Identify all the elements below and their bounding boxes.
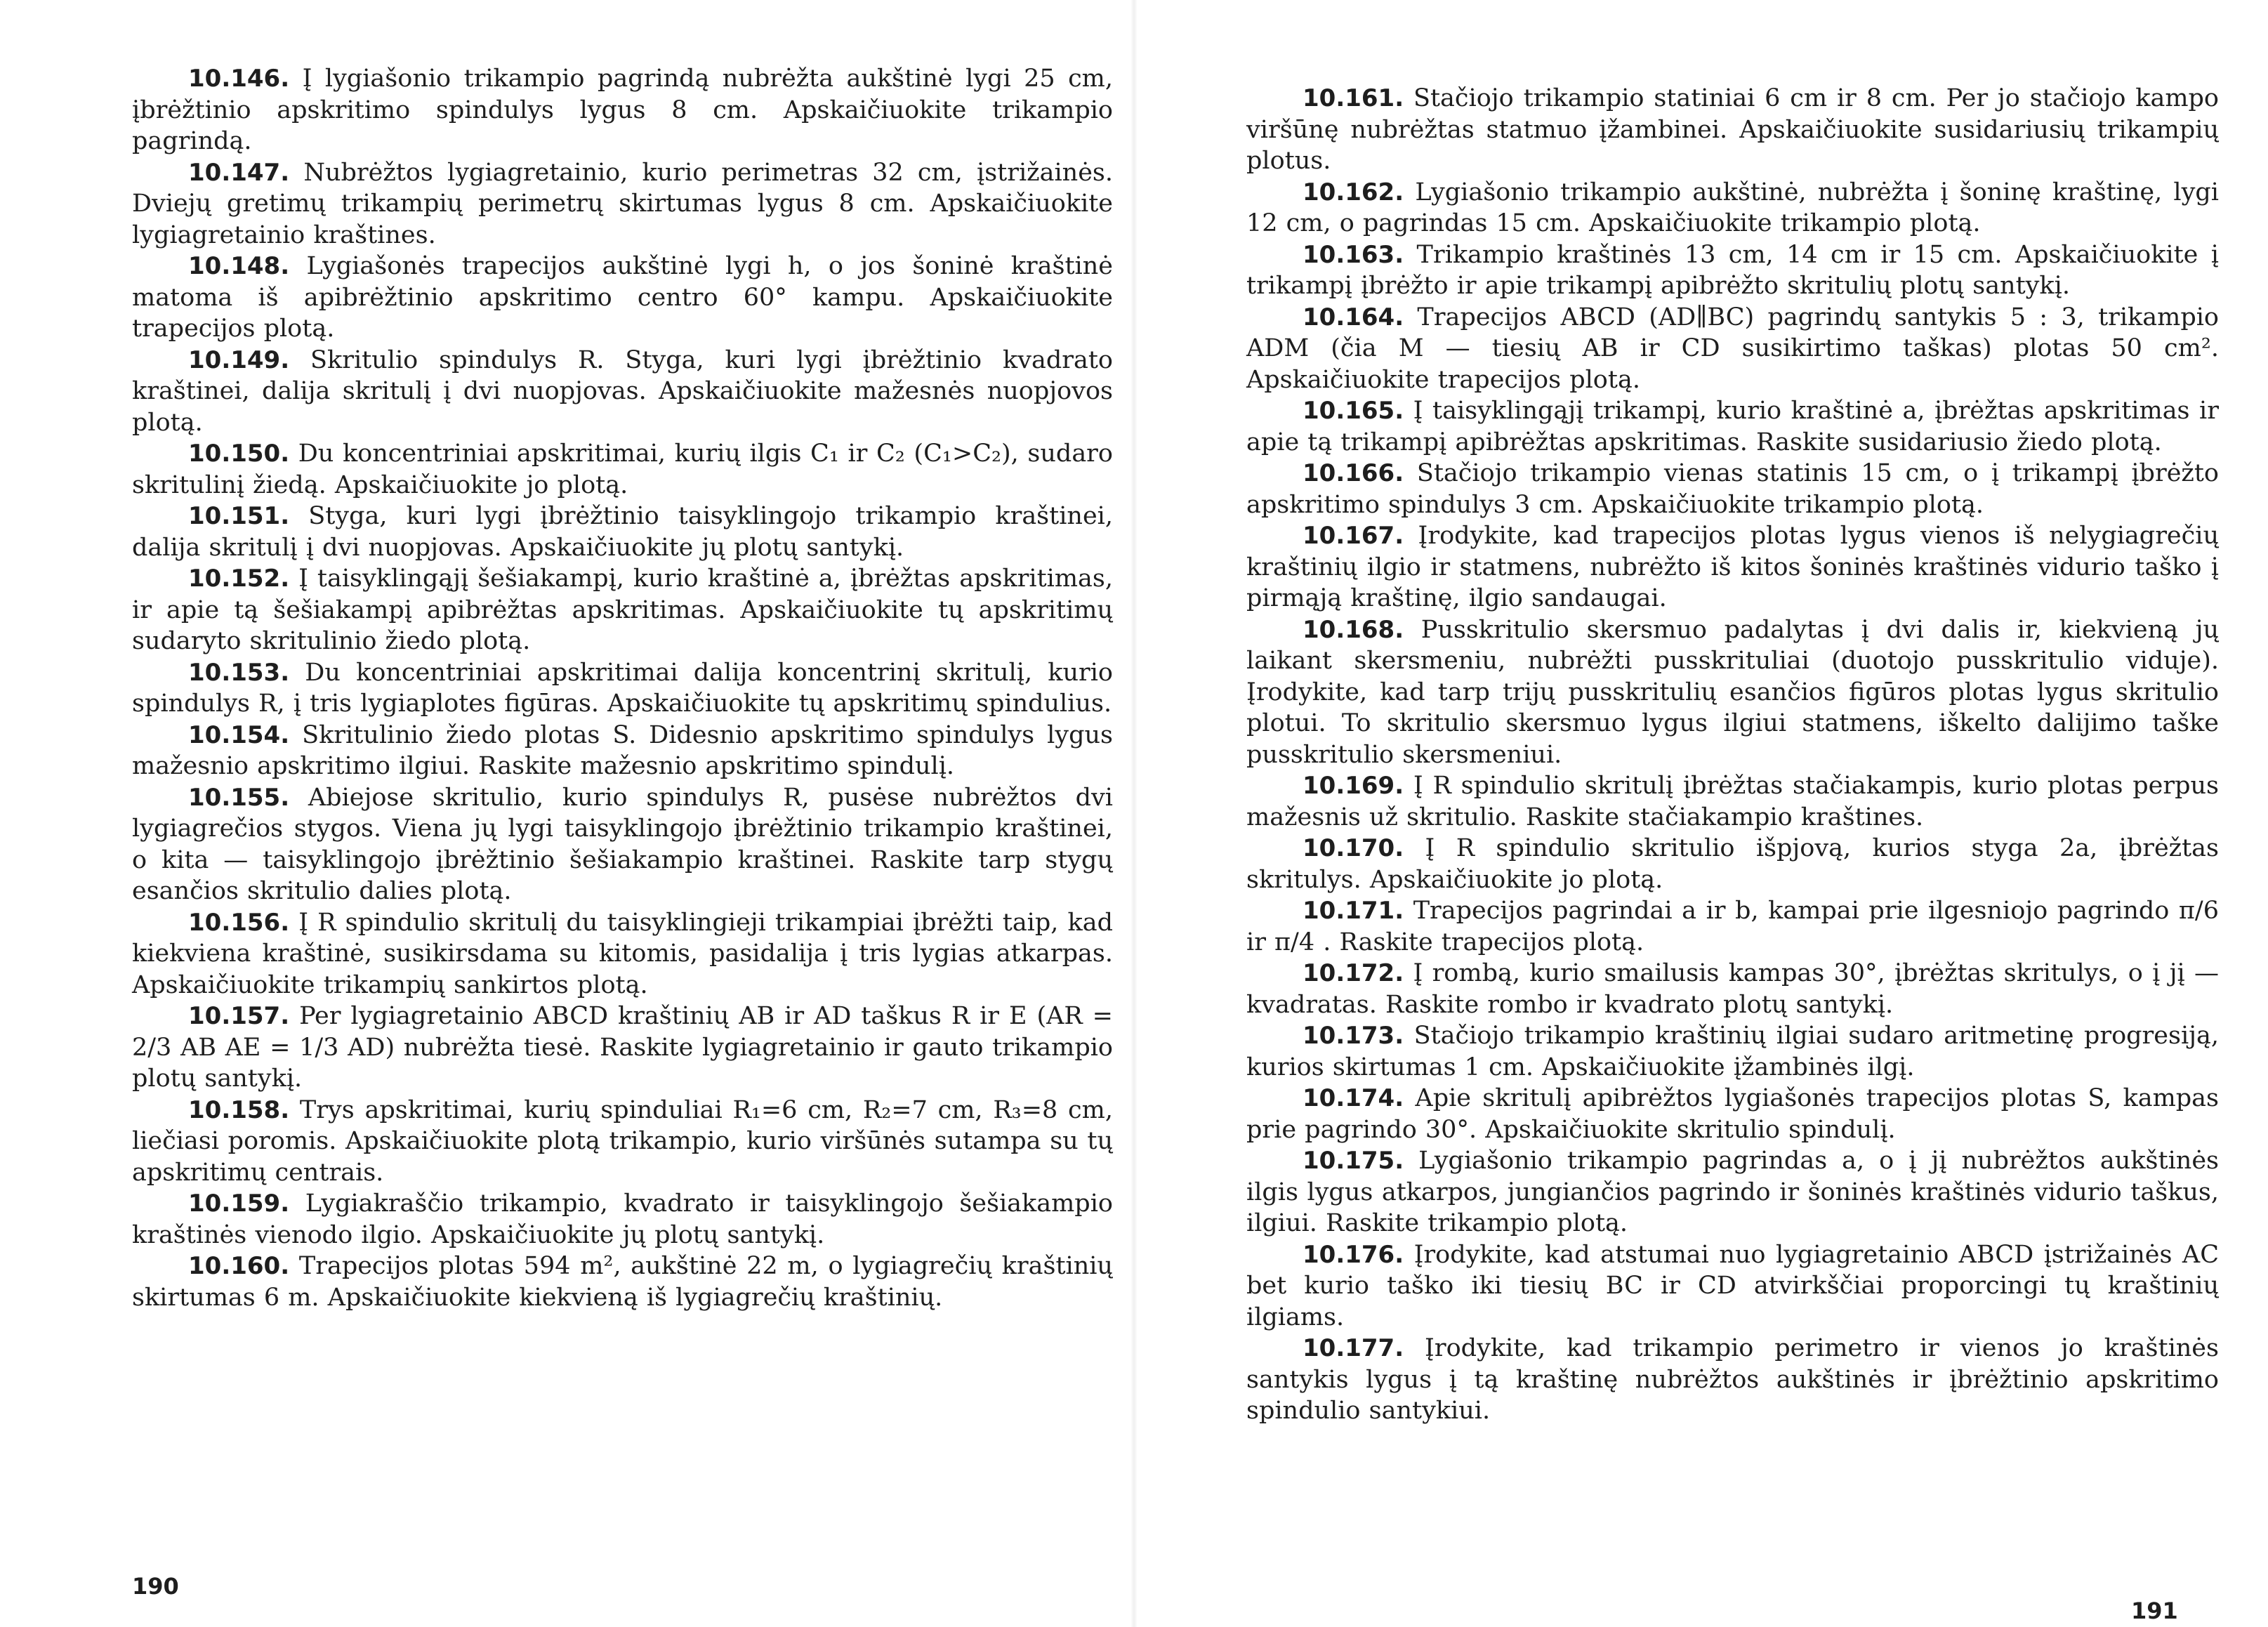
problem-text: Įrodykite, kad trapecijos plotas lygus vienos iš nelygiagrečių kraštinių ilgio ir statmens, nubrėžto iš kitos šoninės kraštinės vidurio taško į pirmąją kraštinę, ilgio sandaugai. [1246,522,2219,612]
problem-number: 10.152. [188,565,290,593]
problem-10-172 [1246,958,2219,1020]
problem-text: Į R spindulio skritulį du taisyklingieji trikampiai įbrėžti taip, kad kiekviena kraštinė, susikirsdama su kitomis, pasidalija į tris lygias atkarpas. Apskaičiuokite trikampių sankirtos plotą. [132,908,1113,999]
problem-number: 10.172. [1303,959,1404,987]
problem-text: Stačiojo trikampio kraštinių ilgiai sudaro aritmetinę progresiją, kurios skirtumas 1 cm. Apskaičiuokite įžambinės ilgį. [1246,1022,2219,1081]
problem-10-150 [132,438,1113,501]
problem-10-169 [1246,770,2219,833]
problem-10-176 [1246,1239,2219,1333]
problem-number: 10.151. [188,502,290,530]
problem-text: Skritulinio žiedo plotas S. Didesnio apskritimo spindulys lygus mažesnio apskritimo ilgiui. Raskite mažesnio apskritimo spindulį. [132,720,1113,780]
problem-text: Pusskritulio skersmuo padalytas į dvi dalis ir, kiekvieną jų laikant skersmeniu, nubrėžti pusskrituliai (duotojo pusskritulio viduje). Įrodykite, kad tarp trijų pusskritulių esančios figūros plotas lygus skritulio plotui. To skritulio skersmuo lygus ilgiui statmens, iškelto dalijimo taške pusskritulio skersmeniui. [1246,615,2219,769]
problem-10-149 [132,345,1113,439]
problem-number: 10.163. [1303,240,1404,269]
problem-number: 10.169. [1303,772,1404,800]
problem-number: 10.162. [1303,178,1404,206]
problem-10-153 [132,657,1113,720]
problem-number: 10.164. [1303,303,1404,331]
problem-text: Į R spindulio skritulio išpjovą, kurios styga 2a, įbrėžtas skritulys. Apskaičiuokite jo plotą. [1246,834,2219,894]
problem-10-161 [1246,83,2219,177]
problem-text: Įrodykite, kad atstumai nuo lygiagretainio ABCD įstrižainės AC bet kurio taško iki tiesių BC ir CD atvirkščiai proporcingi tų kraštinių ilgiams. [1246,1240,2219,1331]
problem-text: Apie skritulį apibrėžtos lygiašonės trapecijos plotas S, kampas prie pagrindo 30°. Apskaičiuokite skritulio spindulį. [1246,1084,2219,1144]
problem-text: Trys apskritimai, kurių spinduliai R₁=6 cm, R₂=7 cm, R₃=8 cm, liečiasi poromis. Apskaičiuokite plotą trikampio, kurio viršūnės sutampa su tų apskritimų centrais. [132,1095,1113,1187]
problem-10-164 [1246,302,2219,396]
problem-10-148 [132,251,1113,345]
problem-text: Per lygiagretainio ABCD kraštinių AB ir AD taškus R ir E (AR = 2/3 AB AE = 1/3 AD) nubrėžta tiesė. Raskite lygiagretainio ir gauto trikampio plotų santykį. [132,1002,1113,1093]
problem-text: Įrodykite, kad trikampio perimetro ir vienos jo kraštinės santykis lygus į tą kraštinę nubrėžtos aukštinės ir įbrėžtinio apskritimo spindulio santykiui. [1246,1334,2219,1425]
problem-text: Į taisyklingąjį šešiakampį, kurio kraštinė a, įbrėžtas apskritimas, ir apie tą šešiakampį apibrėžtas apskritimas. Apskaičiuokite tų apskritimų sudaryto skritulinio žiedo plotą. [132,565,1113,655]
problem-list [132,63,1113,1313]
problem-text: Stačiojo trikampio vienas statinis 15 cm, o į trikampį įbrėžto apskritimo spindulys 3 cm. Apskaičiuokite trikampio plotą. [1246,459,2219,519]
problem-text: Du koncentriniai apskritimai dalija koncentrinį skritulį, kurio spindulys R, į tris lygiaplotes figūras. Apskaičiuokite tų apskritimų spindulius. [132,658,1113,718]
problem-text: Styga, kuri lygi įbrėžtinio taisyklingojo trikampio kraštinei, dalija skritulį į dvi nuopjovas. Apskaičiuokite jų plotų santykį. [132,502,1113,562]
problem-number: 10.171. [1303,897,1404,925]
problem-number: 10.155. [188,783,290,812]
problem-number: 10.157. [188,1002,290,1030]
problem-10-147 [132,157,1113,251]
problem-text: Lygiašonio trikampio aukštinė, nubrėžta į šoninę kraštinę, lygi 12 cm, o pagrindas 15 cm. Apskaičiuokite trikampio plotą. [1246,178,2219,237]
problem-number: 10.159. [188,1190,290,1218]
problem-10-175 [1246,1145,2219,1239]
problem-10-174 [1246,1083,2219,1145]
problem-number: 10.166. [1303,459,1404,487]
problem-text: Abiejose skritulio, kurio spindulys R, pusėse nubrėžtos dvi lygiagrečios stygos. Viena jų lygi taisyklingojo įbrėžtinio trikampio kraštinei, o kita — taisyklingojo įbrėžtinio šešiakampio kraštinei. Raskite tarp stygų esančios skritulio dalies plotą. [132,783,1113,905]
problem-number: 10.174. [1303,1084,1404,1112]
problem-number: 10.153. [188,658,290,687]
problem-10-171 [1246,895,2219,958]
problem-10-177 [1246,1333,2219,1427]
problem-number: 10.148. [188,252,290,280]
problem-10-163 [1246,239,2219,302]
problem-text: Trapecijos pagrindai a ir b, kampai prie ilgesniojo pagrindo π/6 ir π/4 . Raskite trapecijos plotą. [1246,897,2219,956]
problem-10-160 [132,1251,1113,1313]
problem-text: Į lygiašonio trikampio pagrindą nubrėžta aukštinė lygi 25 cm, įbrėžtinio apskritimo spindulys lygus 8 cm. Apskaičiuokite trikampio pagrindą. [132,65,1113,155]
problem-number: 10.149. [188,345,290,374]
problem-number: 10.156. [188,908,290,937]
problem-text: Į rombą, kurio smailusis kampas 30°, įbrėžtas skritulys, o į jį — kvadratas. Raskite rombo ir kvadrato plotų santykį. [1246,959,2219,1019]
problem-text: Skritulio spindulys R. Styga, kuri lygi įbrėžtinio kvadrato kraštinei, dalija skritulį į dvi nuopjovas. Apskaičiuokite mažesnės nuopjovos plotą. [132,345,1113,437]
problem-number: 10.150. [188,440,290,468]
problem-10-152 [132,563,1113,657]
problem-number: 10.173. [1303,1022,1404,1050]
problem-10-159 [132,1188,1113,1251]
problem-10-166 [1246,458,2219,520]
problem-text: Lygiakraščio trikampio, kvadrato ir taisyklingojo šešiakampio kraštinės vienodo ilgio. Apskaičiuokite jų plotų santykį. [132,1190,1113,1249]
problem-number: 10.176. [1303,1240,1404,1269]
problem-10-162 [1246,177,2219,239]
problem-text: Trapecijos plotas 594 m², aukštinė 22 m, o lygiagrečių kraštinių skirtumas 6 m. Apskaičiuokite kiekvieną iš lygiagrečių kraštinių. [132,1252,1113,1312]
problem-text: Trapecijos ABCD (AD∥BC) pagrindų santykis 5 : 3, trikampio ADM (čia M — tiesių AB ir CD susikirtimo taškas) plotas 50 cm². Apskaičiuokite trapecijos plotą. [1246,303,2219,394]
problem-number: 10.160. [188,1252,290,1280]
problem-number: 10.154. [188,720,290,749]
problem-10-170 [1246,833,2219,895]
problem-10-158 [132,1095,1113,1189]
problem-number: 10.175. [1303,1147,1404,1175]
problem-number: 10.167. [1303,522,1404,550]
problem-number: 10.165. [1303,397,1404,425]
problem-10-168 [1246,614,2219,771]
problem-number: 10.168. [1303,615,1404,644]
problem-text: Lygiašonės trapecijos aukštinė lygi h, o jos šoninė kraštinė matoma iš apibrėžtinio apskritimo centro 60° kampu. Apskaičiuokite trapecijos plotą. [132,252,1113,343]
problem-10-155 [132,782,1113,907]
problem-number: 10.177. [1303,1334,1404,1362]
problem-text: Į taisyklingąjį trikampį, kurio kraštinė a, įbrėžtas apskritimas ir apie tą trikampį apibrėžtas apskritimas. Raskite susidariusio žiedo plotą. [1246,397,2219,456]
problem-number: 10.170. [1303,834,1404,862]
problem-text: Lygiašonio trikampio pagrindas a, o į jį nubrėžtos aukštinės ilgis lygus atkarpos, jungiančios pagrindo ir šoninės kraštinės vidurio taškus, ilgiui. Raskite trikampio plotą. [1246,1147,2219,1237]
problem-10-157 [132,1001,1113,1095]
problem-10-173 [1246,1020,2219,1083]
problem-10-154 [132,720,1113,782]
problem-number: 10.161. [1303,84,1404,112]
problem-number: 10.146. [188,65,290,93]
problem-text: Stačiojo trikampio statiniai 6 cm ir 8 cm. Per jo stačiojo kampo viršūnę nubrėžtas statmuo įžambinei. Apskaičiuokite susidariusių trikampių plotus. [1246,84,2219,175]
problem-text: Nubrėžtos lygiagretainio, kurio perimetras 32 cm, įstrižainės. Dviejų gretimų trikampių perimetrų skirtumas lygus 8 cm. Apskaičiuokite lygiagretainio kraštines. [132,158,1113,249]
problem-number: 10.158. [188,1095,290,1124]
problem-number: 10.147. [188,158,290,187]
problem-10-151 [132,501,1113,563]
problem-text: Į R spindulio skritulį įbrėžtas stačiakampis, kurio plotas perpus mažesnis už skritulio. Raskite stačiakampio kraštines. [1246,772,2219,831]
problem-text: Trikampio kraštinės 13 cm, 14 cm ir 15 cm. Apskaičiuokite į trikampį įbrėžto ir apie trikampį apibrėžto skritulių plotų santykį. [1246,240,2219,300]
problem-10-167 [1246,520,2219,614]
problem-10-146 [132,63,1113,157]
page-number: 191 [2131,1598,2178,1624]
problem-10-156 [132,907,1113,1001]
problem-list [1246,83,2219,1427]
right-page [1134,0,2268,1627]
problem-10-165 [1246,395,2219,458]
page-number: 190 [132,1573,179,1600]
problem-text: Du koncentriniai apskritimai, kurių ilgis C₁ ir C₂ (C₁>C₂), sudaro skritulinį žiedą. Apskaičiuokite jo plotą. [132,440,1113,499]
